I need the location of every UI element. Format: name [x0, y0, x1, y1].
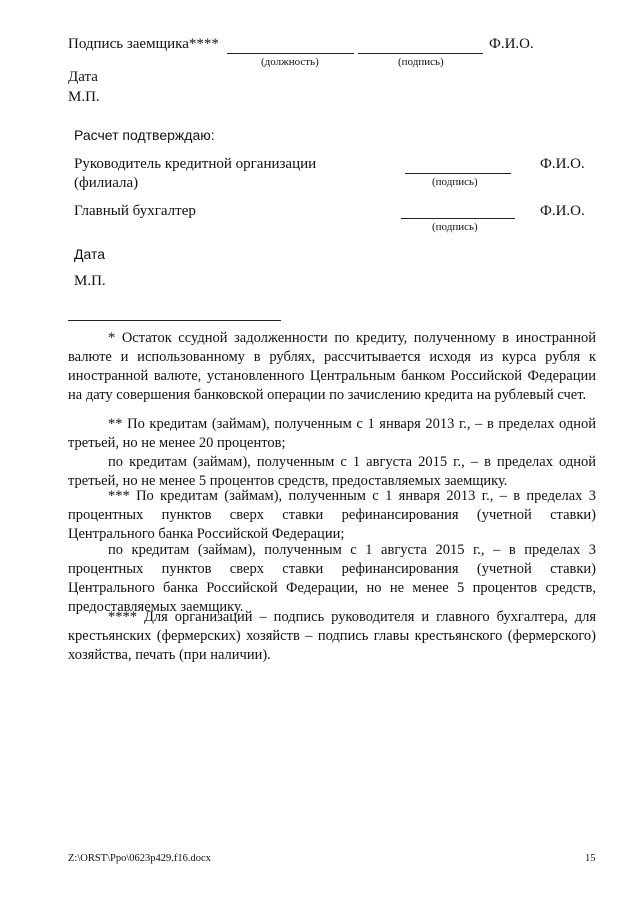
footnote-2-continued: по кредитам (займам), полученным с 1 августа 2015 г., – в пределах одной третьей, но не менее 5 процентов средств, предоставляемых заемщику.	[68, 454, 596, 489]
page-number: 15	[585, 853, 596, 864]
borrower-signature-label: Подпись заемщика****	[68, 36, 219, 52]
accountant-signature-caption: (подпись)	[432, 221, 478, 233]
footer-file-path: Z:\ORST\Ppo\0623p429.f16.docx	[68, 853, 211, 864]
borrower-fio: Ф.И.О.	[489, 36, 534, 52]
accountant-signature-line	[401, 218, 515, 219]
footnote-3: *** По кредитам (займам), полученным с 1 января 2013 г., – в пределах 3 процентных пунктов сверх ставки рефинансирования (учетной ставки) Центрального банка Российской Федерации;	[68, 488, 596, 542]
footnote-2: ** По кредитам (займам), полученным с 1 января 2013 г., – в пределах одной третьей, но не менее 20 процентов;	[68, 416, 596, 451]
position-caption: (должность)	[261, 56, 319, 68]
head-signature-caption: (подпись)	[432, 176, 478, 188]
confirm-label: Расчет подтверждаю:	[74, 127, 215, 143]
borrower-signature-caption: (подпись)	[398, 56, 444, 68]
borrower-seal-label: М.П.	[68, 89, 100, 105]
bank-date-label: Дата	[74, 246, 106, 262]
accountant-label: Главный бухгалтер	[74, 203, 196, 219]
head-label-line2: (филиала)	[74, 175, 139, 191]
head-fio: Ф.И.О.	[540, 156, 585, 172]
position-line	[227, 53, 354, 54]
footnote-3-continued: по кредитам (займам), полученным с 1 августа 2015 г., – в пределах 3 процентных пунктов сверх ставки рефинансирования (учетной ставки) Центрального банка Российской Федерации, но не менее 5 процентов средств, предоставляемых заемщику.	[68, 542, 596, 615]
footnote-1: * Остаток ссудной задолженности по кредиту, полученному в иностранной валюте и использованному в рублях, рассчитывается исходя из курса рубля к иностранной валюте, установленного Центральным банком Российской Федерации на дату совершения банковской операции по зачислению кредита на рублевый счет.	[68, 330, 596, 403]
bank-seal-label: М.П.	[74, 273, 106, 289]
borrower-date-label: Дата	[68, 69, 98, 85]
head-label-line1: Руководитель кредитной организации	[74, 156, 317, 172]
footnote-4: **** Для организаций – подпись руководителя и главного бухгалтера, для крестьянских (фермерских) хозяйств – подпись главы крестьянского (фермерского) хозяйства, печать (при наличии).	[68, 609, 596, 663]
head-signature-line	[405, 173, 511, 174]
borrower-signature-line	[358, 53, 483, 54]
footnote-separator	[68, 320, 281, 321]
accountant-fio: Ф.И.О.	[540, 203, 585, 219]
